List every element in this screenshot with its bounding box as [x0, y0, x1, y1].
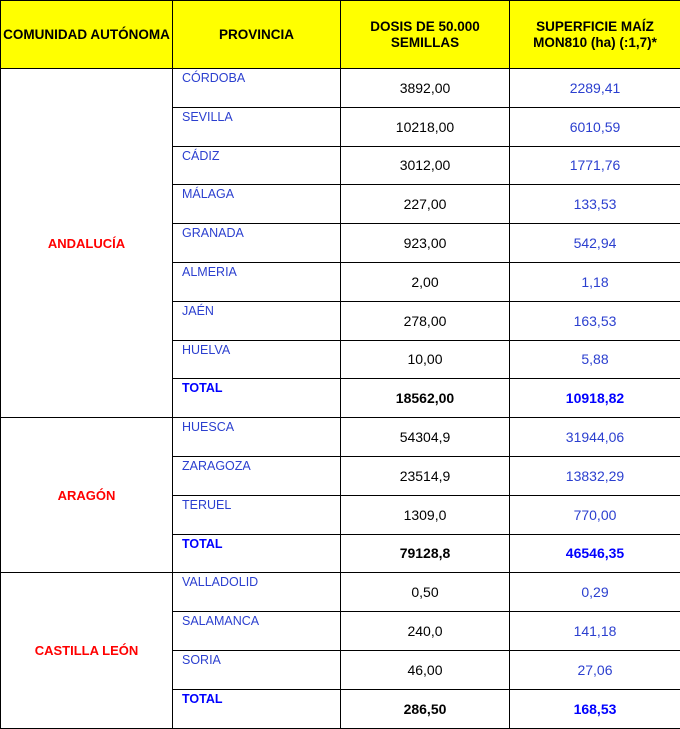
- superficie-value: 2289,41: [510, 69, 680, 108]
- superficie-value: 168,53: [510, 689, 680, 728]
- superficie-value: 141,18: [510, 612, 680, 651]
- province-name: ALMERIA: [173, 262, 341, 301]
- dosis-value: 2,00: [341, 262, 510, 301]
- total-label: TOTAL: [173, 534, 341, 573]
- total-label: TOTAL: [173, 689, 341, 728]
- dosis-value: 286,50: [341, 689, 510, 728]
- province-name: SORIA: [173, 650, 341, 689]
- province-name: CÁDIZ: [173, 146, 341, 185]
- header-dosis: DOSIS DE 50.000 SEMILLAS: [341, 1, 510, 69]
- province-name: HUELVA: [173, 340, 341, 379]
- province-name: CÓRDOBA: [173, 69, 341, 108]
- superficie-value: 770,00: [510, 495, 680, 534]
- dosis-value: 240,0: [341, 612, 510, 651]
- superficie-value: 542,94: [510, 224, 680, 263]
- dosis-value: 278,00: [341, 301, 510, 340]
- superficie-value: 1,18: [510, 262, 680, 301]
- table-body: [1, 69, 680, 729]
- province-name: GRANADA: [173, 224, 341, 263]
- table-row: [1, 418, 680, 457]
- header-superficie: SUPERFICIE MAÍZ MON810 (ha) (:1,7)*: [510, 1, 680, 69]
- dosis-value: 3892,00: [341, 69, 510, 108]
- region-name: CASTILLA LEÓN: [1, 573, 173, 728]
- superficie-value: 10918,82: [510, 379, 680, 418]
- dosis-value: 79128,8: [341, 534, 510, 573]
- superficie-value: 6010,59: [510, 107, 680, 146]
- superficie-value: 5,88: [510, 340, 680, 379]
- dosis-value: 54304,9: [341, 418, 510, 457]
- superficie-value: 163,53: [510, 301, 680, 340]
- dosis-value: 46,00: [341, 650, 510, 689]
- dosis-value: 10218,00: [341, 107, 510, 146]
- province-name: HUESCA: [173, 418, 341, 457]
- province-name: VALLADOLID: [173, 573, 341, 612]
- province-name: MÁLAGA: [173, 185, 341, 224]
- region-name: ANDALUCÍA: [1, 69, 173, 418]
- superficie-value: 46546,35: [510, 534, 680, 573]
- superficie-value: 1771,76: [510, 146, 680, 185]
- dosis-value: 23514,9: [341, 456, 510, 495]
- dosis-value: 0,50: [341, 573, 510, 612]
- header-provincia: PROVINCIA: [173, 1, 341, 69]
- table-row: [1, 69, 680, 108]
- province-name: ZARAGOZA: [173, 456, 341, 495]
- dosis-value: 923,00: [341, 224, 510, 263]
- total-label: TOTAL: [173, 379, 341, 418]
- province-name: JAÉN: [173, 301, 341, 340]
- dosis-value: 227,00: [341, 185, 510, 224]
- superficie-value: 27,06: [510, 650, 680, 689]
- province-name: SALAMANCA: [173, 612, 341, 651]
- superficie-value: 13832,29: [510, 456, 680, 495]
- dosis-value: 3012,00: [341, 146, 510, 185]
- dosis-value: 10,00: [341, 340, 510, 379]
- header-row: [1, 1, 680, 69]
- province-name: SEVILLA: [173, 107, 341, 146]
- superficie-value: 133,53: [510, 185, 680, 224]
- province-name: TERUEL: [173, 495, 341, 534]
- header-comunidad: COMUNIDAD AUTÓNOMA: [1, 1, 173, 69]
- table-row: [1, 573, 680, 612]
- table-header: [1, 1, 680, 69]
- dosis-value: 18562,00: [341, 379, 510, 418]
- superficie-value: 0,29: [510, 573, 680, 612]
- dosis-value: 1309,0: [341, 495, 510, 534]
- region-name: ARAGÓN: [1, 418, 173, 573]
- superficie-value: 31944,06: [510, 418, 680, 457]
